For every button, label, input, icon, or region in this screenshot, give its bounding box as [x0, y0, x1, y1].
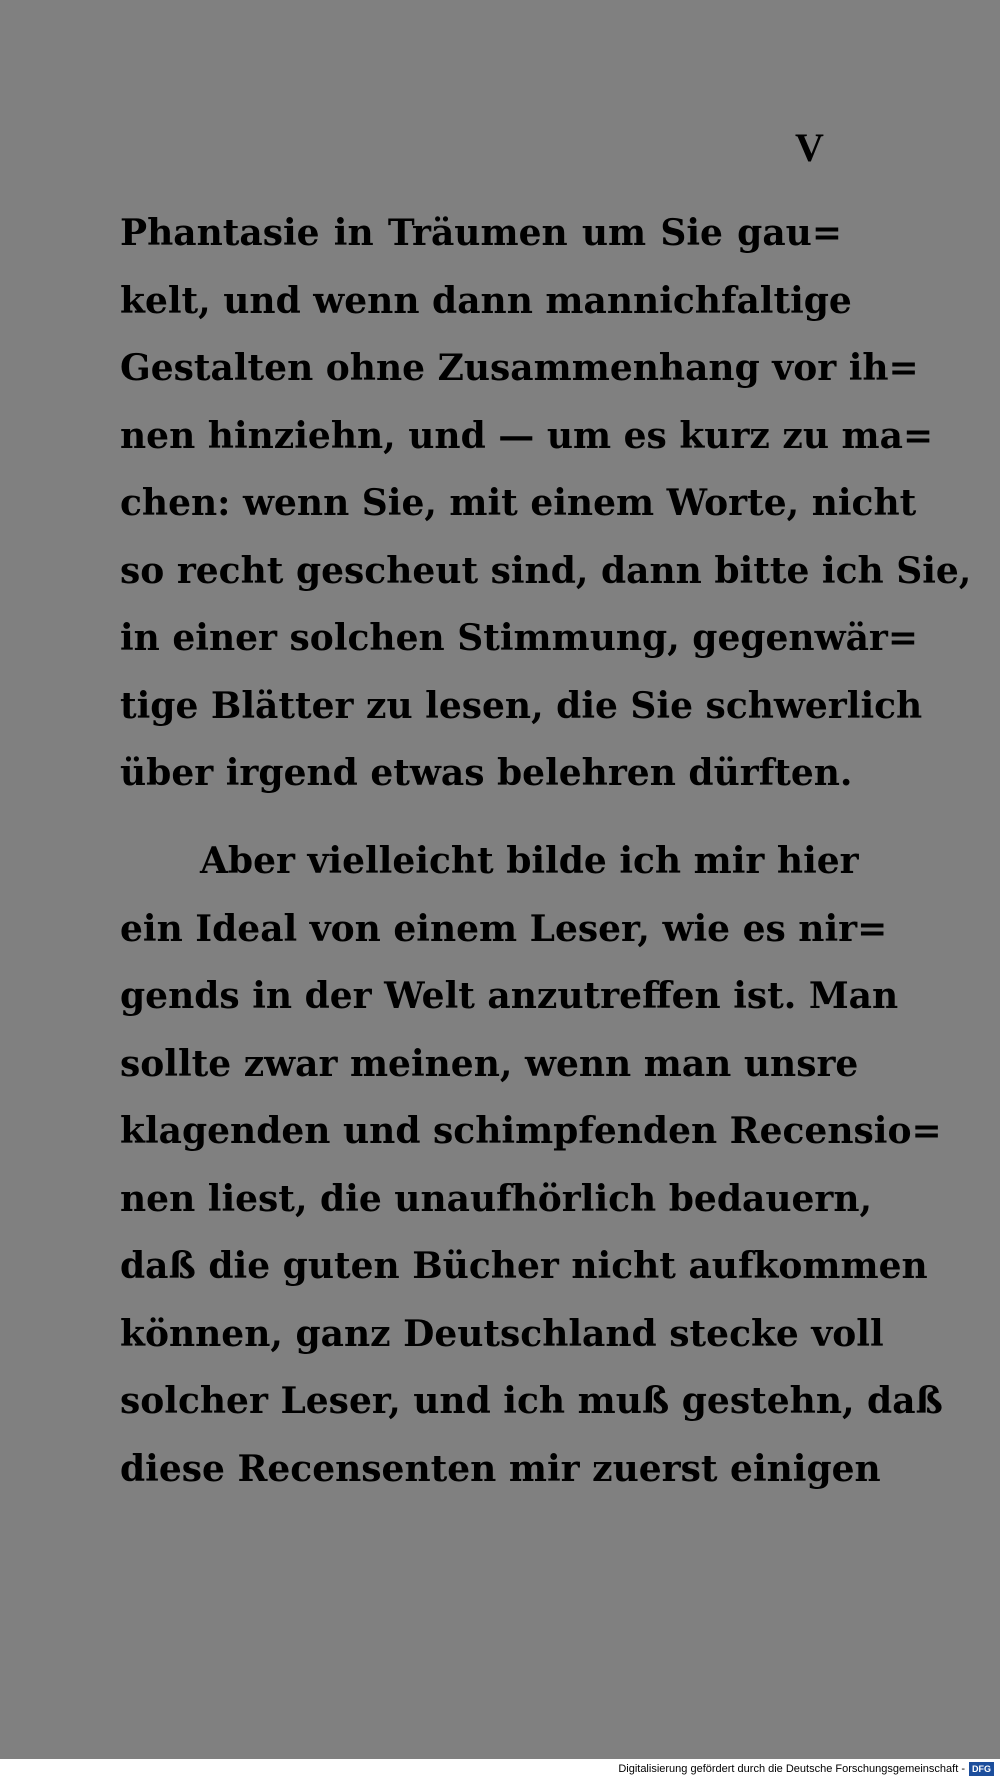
text-line: gends in der Welt anzutreffen ist. Man [120, 975, 899, 1017]
footer-bar [0, 1759, 1000, 1779]
text-line: in einer solchen Stimmung, gegenwär= [120, 617, 919, 659]
text-line: diese Recensenten mir zuerst einigen [120, 1447, 881, 1490]
text-line: kelt, und wenn dann mannichfaltige [120, 279, 852, 322]
text-line: tige Blätter zu lesen, die Sie schwerlich [120, 684, 923, 727]
page-number: V [795, 125, 824, 170]
text-line: solcher Leser, und ich muß gestehn, daß [120, 1380, 943, 1422]
text-line: können, ganz Deutschland stecke voll [120, 1312, 884, 1355]
text-line: über irgend etwas belehren dürften. [120, 752, 853, 794]
text-line: chen: wenn Sie, mit einem Worte, nicht [120, 482, 917, 524]
text-line: sollte zwar meinen, wenn man unsre [120, 1042, 859, 1085]
dfg-logo: DFG [969, 1762, 994, 1776]
text-line: Gestalten ohne Zusammenhang vor ih= [120, 347, 919, 389]
text-line: klagenden und schimpfenden Recensio= [120, 1110, 942, 1152]
text-line: ein Ideal von einem Leser, wie es nir= [120, 907, 888, 950]
text-line: nen hinziehn, und — um es kurz zu ma= [120, 414, 934, 457]
paragraph-1 [120, 200, 972, 808]
footer-credit: Digitalisierung gefördert durch die Deutsche Forschungsgemeinschaft - [618, 1763, 965, 1775]
paragraph-2 [120, 828, 943, 1503]
text-line: Aber vielleicht bilde ich mir hier [200, 840, 859, 882]
text-line: nen liest, die unaufhörlich bedauern, [120, 1177, 873, 1220]
text-line: daß die guten Bücher nicht aufkommen [120, 1245, 928, 1287]
text-line: so recht gescheut sind, dann bitte ich Sie, [120, 549, 972, 592]
text-line: Phantasie in Träumen um Sie gau= [120, 212, 842, 254]
